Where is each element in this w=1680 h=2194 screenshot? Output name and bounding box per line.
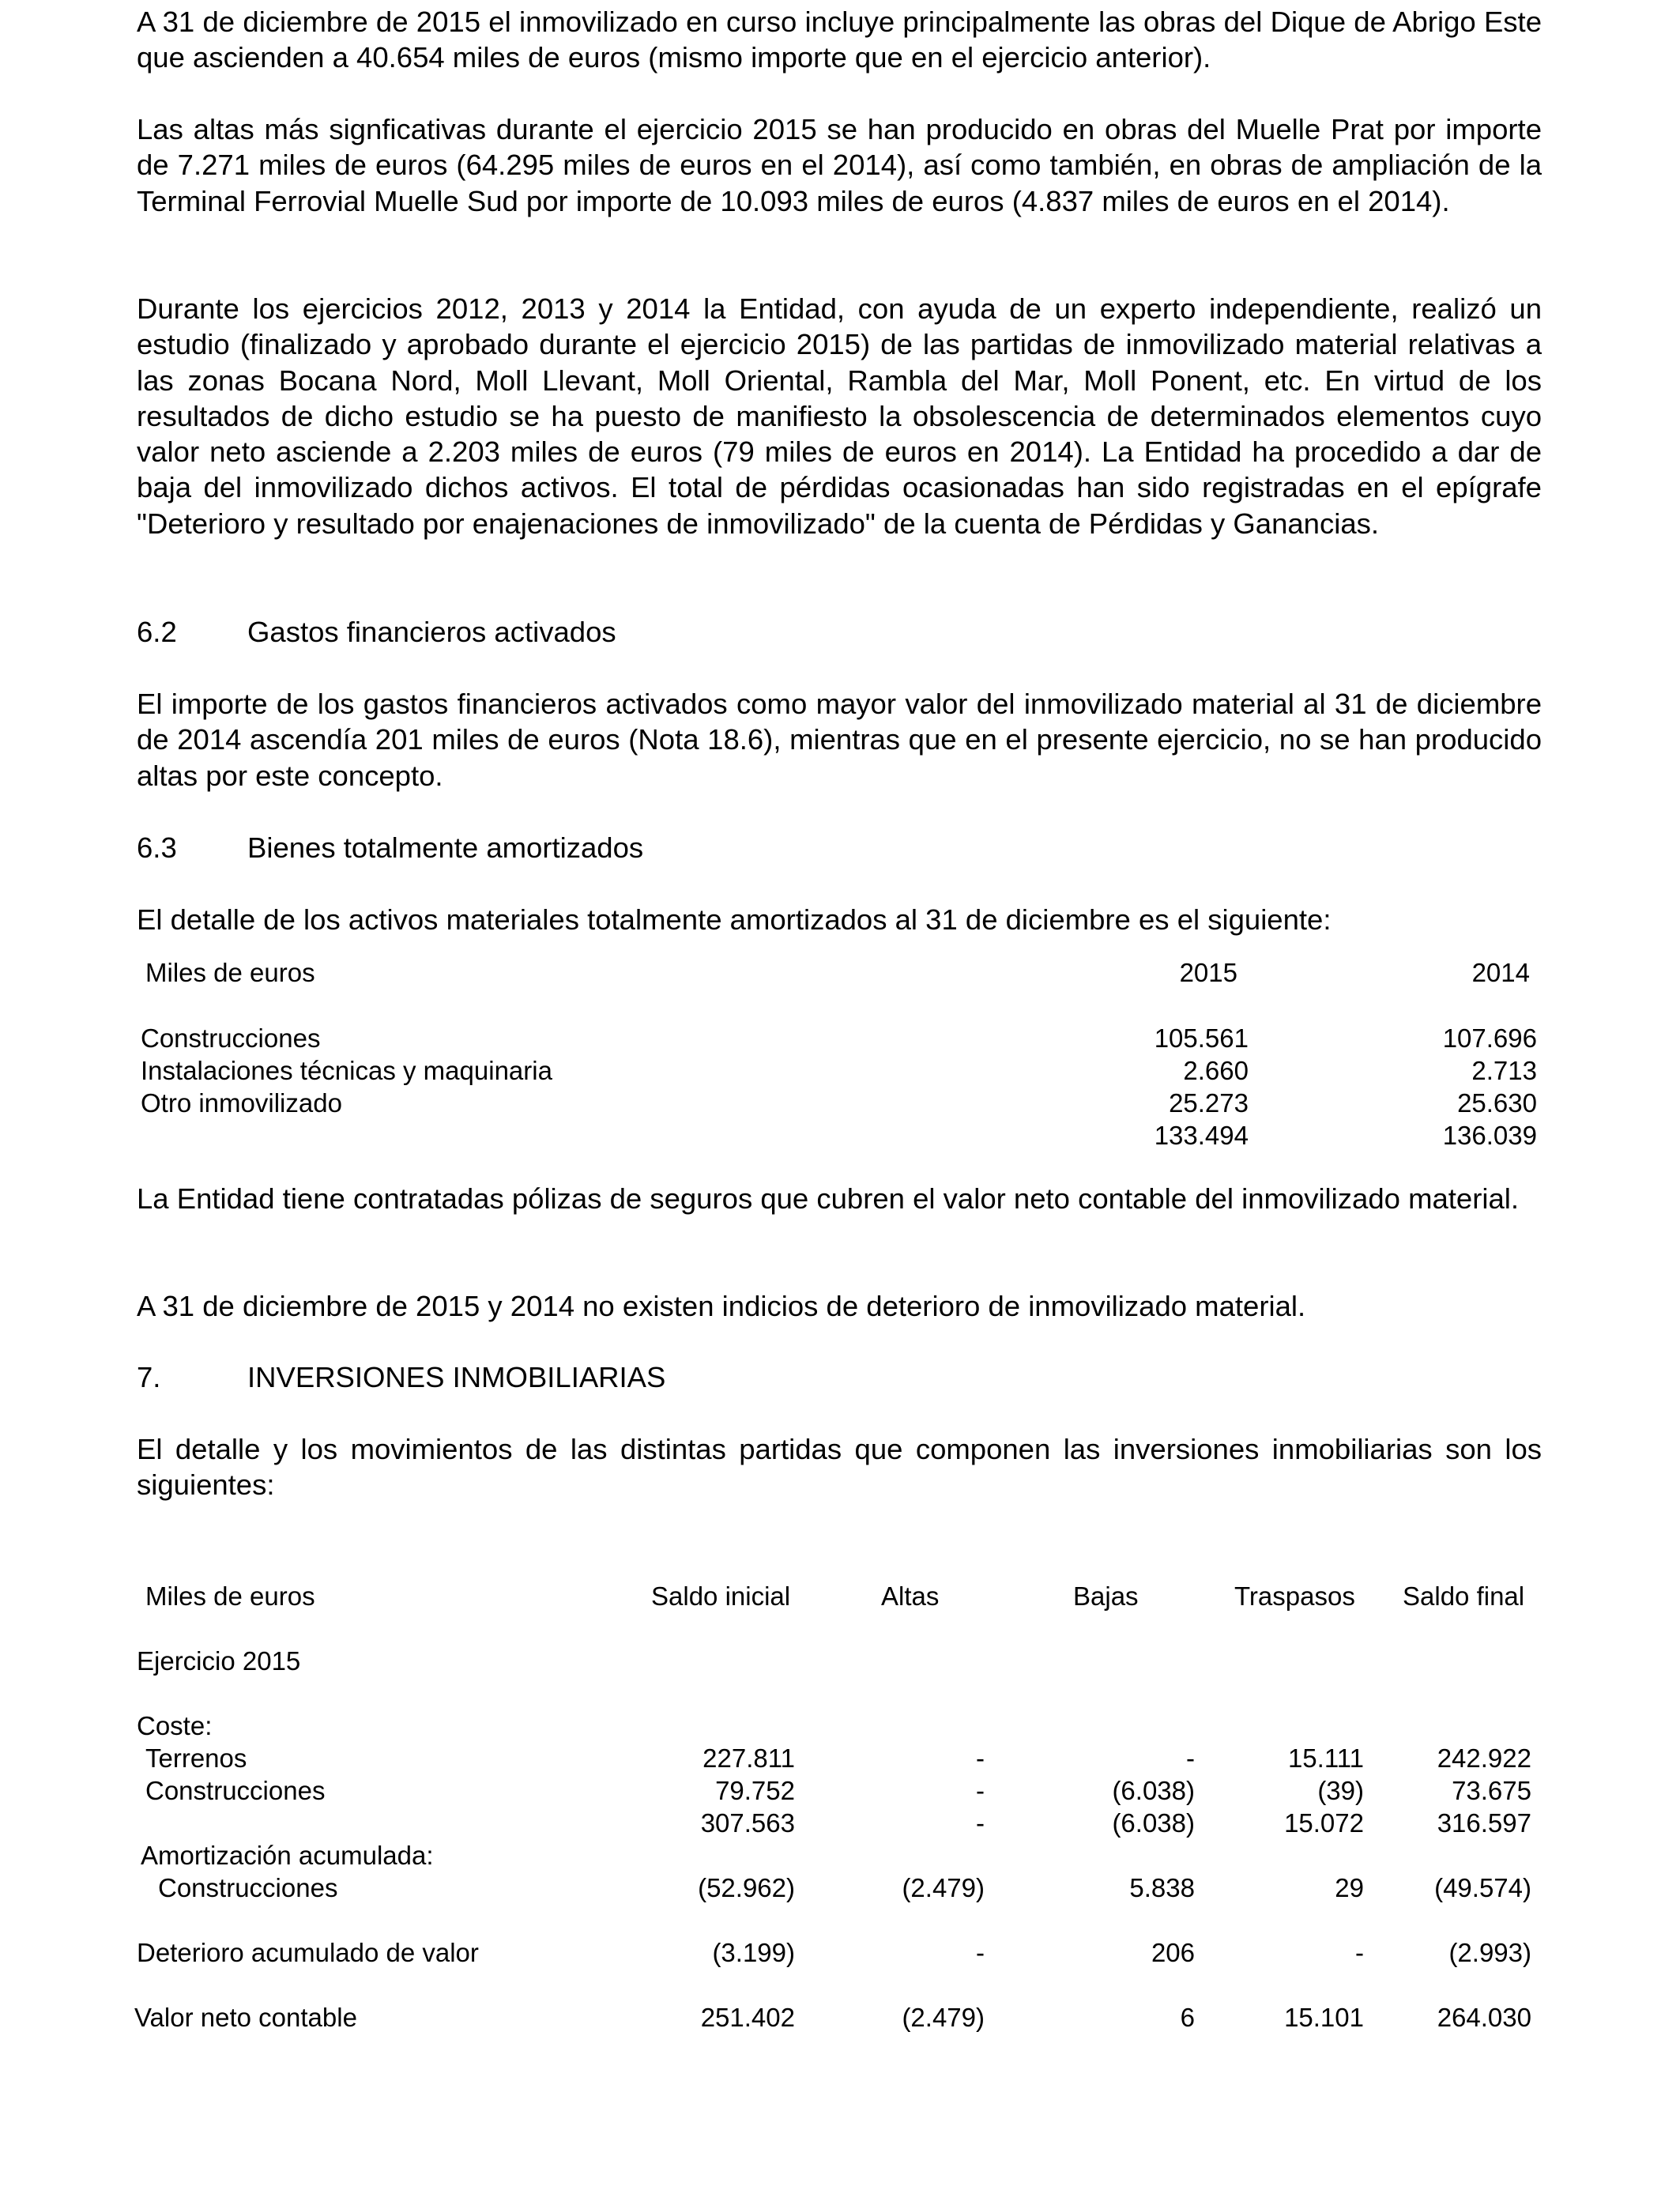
- table-header-saldo-final: Saldo final: [1403, 1581, 1525, 1611]
- table-header-altas: Altas: [881, 1581, 940, 1611]
- table-cell-bajas: 206: [1151, 1938, 1195, 1967]
- table-cell-saldo-inicial: (52.962): [698, 1873, 795, 1902]
- table-row-label: Deterioro acumulado de valor: [137, 1938, 479, 1967]
- table-row-label: Construcciones: [141, 1023, 321, 1053]
- table-cell-bajas: 6: [1180, 2003, 1195, 2032]
- table-row-label: Construcciones: [158, 1873, 338, 1902]
- table-header-saldo-inicial: Saldo inicial: [651, 1581, 791, 1611]
- table-cell-altas: -: [976, 1744, 985, 1773]
- table-cell-altas: -: [976, 1938, 985, 1967]
- table-cell-saldo-final: 73.675: [1452, 1776, 1531, 1805]
- table-cell-bajas: (6.038): [1112, 1776, 1195, 1805]
- table-total-2014: 136.039: [1442, 1121, 1537, 1150]
- heading-number: 7.: [137, 1361, 161, 1393]
- table-subtotal-altas: -: [976, 1808, 985, 1838]
- table-cell-altas: -: [976, 1776, 985, 1805]
- table-subtotal-saldo-final: 316.597: [1437, 1808, 1531, 1838]
- table-cell-2014: 2.713: [1471, 1056, 1537, 1085]
- table-row-label: Construcciones: [145, 1776, 326, 1805]
- table-header-label: Miles de euros: [145, 958, 315, 987]
- table-cell-traspasos: 29: [1335, 1873, 1364, 1902]
- heading-number: 6.2: [137, 616, 177, 648]
- table-total-2015: 133.494: [1154, 1121, 1249, 1150]
- table-cell-bajas: -: [1186, 1744, 1195, 1773]
- table-cell-saldo-inicial: 251.402: [700, 2003, 795, 2032]
- paragraph-altas: Las altas más signficativas durante el ejercicio 2015 se han producido en obras del Muelle Prat por importe de 7.271 miles de euros (64.295 miles de euros en el 2014), así como también, en obras de ampliación de la Terminal Ferrovial Muelle Sud por importe de 10.093 miles de euros (4.837 miles de euros en el 2014).: [137, 113, 1542, 217]
- table-header-2015: 2015: [1179, 958, 1237, 987]
- table-row-label: Instalaciones técnicas y maquinaria: [141, 1056, 552, 1085]
- heading-7: [137, 1359, 665, 1395]
- table-cell-saldo-final: 264.030: [1437, 2003, 1531, 2032]
- heading-text: Bienes totalmente amortizados: [247, 831, 644, 864]
- table-cell-saldo-final: (49.574): [1434, 1873, 1531, 1902]
- heading-text: INVERSIONES INMOBILIARIAS: [247, 1361, 666, 1393]
- table-cell-2015: 105.561: [1154, 1023, 1249, 1053]
- paragraph-detalle-amortizados: El detalle de los activos materiales totalmente amortizados al 31 de diciembre es el siguiente:: [137, 903, 1332, 936]
- table-header-label: Miles de euros: [145, 1581, 315, 1611]
- table-header-traspasos: Traspasos: [1234, 1581, 1355, 1611]
- heading-6-2: [137, 614, 616, 650]
- table-cell-2014: 107.696: [1442, 1023, 1537, 1053]
- table-cell-traspasos: 15.111: [1287, 1744, 1364, 1773]
- table-cell-saldo-final: (2.993): [1448, 1938, 1531, 1967]
- table-subtotal-traspasos: 15.072: [1284, 1808, 1364, 1838]
- paragraph-estudio: Durante los ejercicios 2012, 2013 y 2014 la Entidad, con ayuda de un experto independiente, realizó un estudio (finalizado y aprobado durante el ejercicio 2015) de las partidas de inmovilizado material relativas a las zonas Bocana Nord, Moll Llevant, Moll Oriental, Rambla del Mar, Moll Ponent, etc. En virtud de los resultados de dicho estudio se ha puesto de manifiesto la obsolescencia de determinados elementos cuyo valor neto asciende a 2.203 miles de euros (79 miles de euros en 2014). La Entidad ha procedido a dar de baja del inmovilizado dichos activos. El total de pérdidas ocasionadas han sido registradas en el epígrafe "Deterioro y resultado por enajenaciones de inmovilizado" de la cuenta de Pérdidas y Ganancias.: [137, 292, 1542, 540]
- table-cell-bajas: 5.838: [1129, 1873, 1195, 1902]
- table-cell-traspasos: 15.101: [1284, 2003, 1364, 2032]
- heading-6-3: [137, 830, 643, 865]
- coste-label: Coste:: [137, 1711, 213, 1740]
- table-header-bajas: Bajas: [1073, 1581, 1139, 1611]
- table-cell-2014: 25.630: [1457, 1088, 1537, 1118]
- table-cell-2015: 25.273: [1169, 1088, 1249, 1118]
- table-cell-traspasos: -: [1355, 1938, 1364, 1967]
- amortizacion-label: Amortización acumulada:: [141, 1841, 434, 1870]
- table-cell-traspasos: (39): [1317, 1776, 1364, 1805]
- paragraph-gastos-financieros: El importe de los gastos financieros activados como mayor valor del inmovilizado material al 31 de diciembre de 2014 ascendía 201 miles de euros (Nota 18.6), mientras que en el presente ejercicio, no se han producido altas por este concepto.: [137, 688, 1542, 792]
- table-cell-altas: (2.479): [902, 2003, 985, 2032]
- ejercicio-label: Ejercicio 2015: [137, 1646, 301, 1676]
- paragraph-inversiones: El detalle y los movimientos de las distintas partidas que componen las inversiones inmobiliarias son los siguientes:: [137, 1433, 1542, 1502]
- heading-number: 6.3: [137, 831, 177, 864]
- table-subtotal-saldo-inicial: 307.563: [700, 1808, 795, 1838]
- table-row-label: Otro inmovilizado: [141, 1088, 342, 1118]
- table-header-2014: 2014: [1471, 958, 1530, 987]
- table-cell-saldo-inicial: (3.199): [712, 1938, 795, 1967]
- table-row-label: Terrenos: [145, 1744, 247, 1773]
- paragraph-inmovilizado-curso: A 31 de diciembre de 2015 el inmovilizado en curso incluye principalmente las obras del Dique de Abrigo Este que ascienden a 40.654 miles de euros (mismo importe que en el ejercicio anterior).: [137, 6, 1542, 74]
- table-cell-saldo-inicial: 79.752: [715, 1776, 795, 1805]
- table-subtotal-bajas: (6.038): [1112, 1808, 1195, 1838]
- paragraph-deterioro: A 31 de diciembre de 2015 y 2014 no existen indicios de deterioro de inmovilizado material.: [137, 1290, 1306, 1322]
- heading-text: Gastos financieros activados: [247, 616, 616, 648]
- table-cell-saldo-final: 242.922: [1437, 1744, 1531, 1773]
- table-cell-altas: (2.479): [902, 1873, 985, 1902]
- table-row-label: Valor neto contable: [134, 2003, 357, 2032]
- table-cell-saldo-inicial: 227.811: [703, 1744, 795, 1773]
- paragraph-polizas: La Entidad tiene contratadas pólizas de seguros que cubren el valor neto contable del inmovilizado material.: [137, 1182, 1520, 1215]
- table-cell-2015: 2.660: [1183, 1056, 1249, 1085]
